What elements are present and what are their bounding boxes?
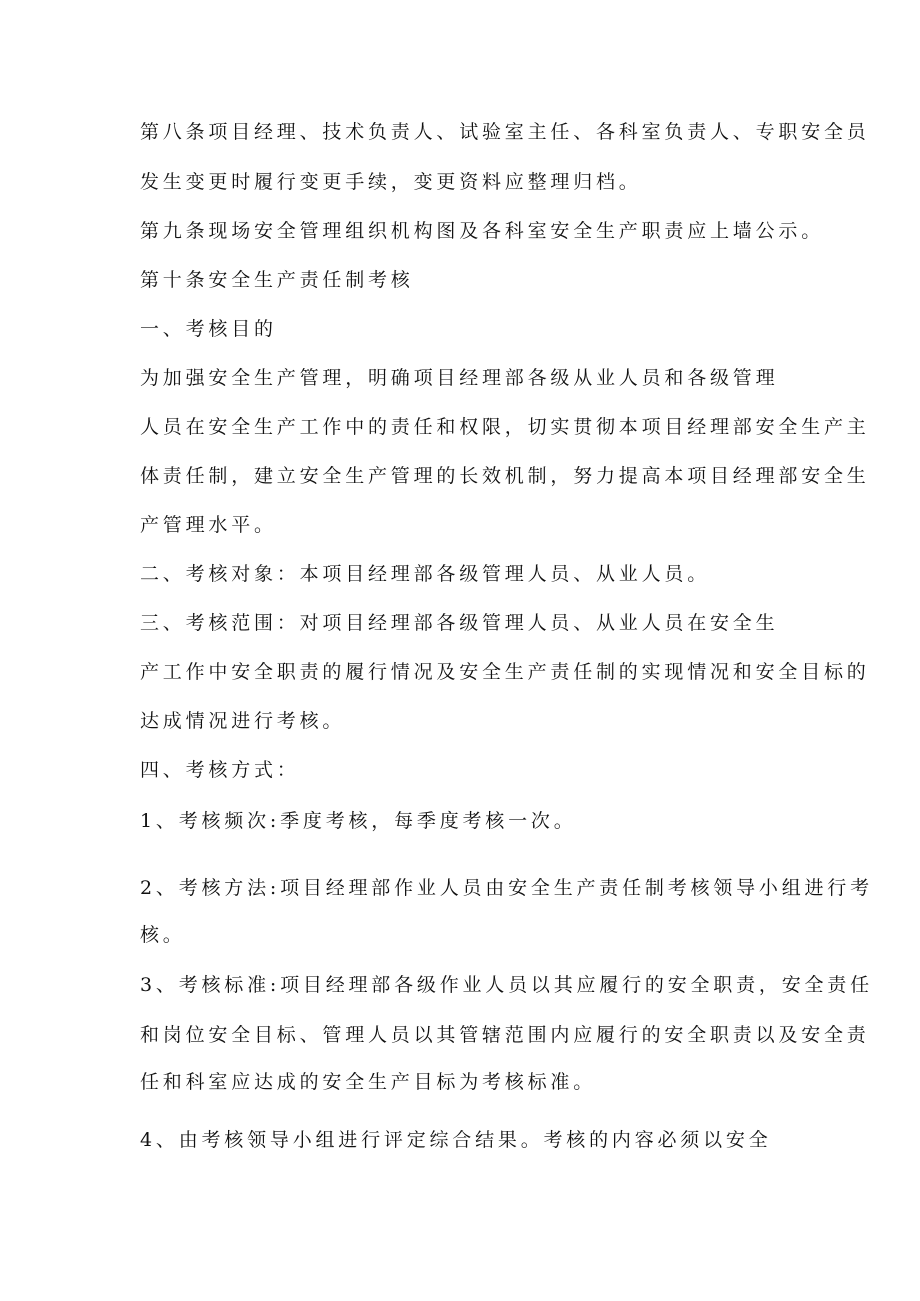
text-line: 一、考核目的	[140, 318, 277, 340]
text-line: 第十条安全生产责任制考核	[140, 269, 414, 291]
text-line: 体责任制，建立安全生产管理的长效机制，努力提高本项目经理部安全生	[140, 465, 870, 487]
text-line: 1、考核频次:季度考核，每季度考核一次。	[140, 810, 577, 832]
text-line: 第九条现场安全管理组织机构图及各科室安全生产职责应上墙公示。	[140, 220, 825, 242]
text-line: 产工作中安全职责的履行情况及安全生产责任制的实现情况和安全目标的	[140, 661, 870, 683]
text-line: 任和科室应达成的安全生产目标为考核标准。	[140, 1071, 597, 1093]
text-line: 第八条项目经理、技术负责人、试验室主任、各科室负责人、专职安全员	[140, 121, 870, 143]
text-line: 4、由考核领导小组进行评定综合结果。考核的内容必须以安全	[140, 1129, 772, 1151]
text-line: 人员在安全生产工作中的责任和权限，切实贯彻本项目经理部安全生产主	[140, 416, 870, 438]
text-line: 核。	[140, 924, 186, 946]
text-line: 产管理水平。	[140, 514, 277, 536]
text-line: 四、考核方式：	[140, 759, 300, 781]
text-line: 和岗位安全目标、管理人员以其管辖范围内应履行的安全职责以及安全责	[140, 1024, 870, 1046]
text-line: 二、考核对象：本项目经理部各级管理人员、从业人员。	[140, 563, 711, 585]
text-line: 2、考核方法:项目经理部作业人员由安全生产责任制考核领导小组进行考	[140, 877, 873, 899]
text-line: 3、考核标准:项目经理部各级作业人员以其应履行的安全职责，安全责任	[140, 974, 873, 996]
text-line: 发生变更时履行变更手续，变更资料应整理归档。	[140, 171, 642, 193]
text-line: 为加强安全生产管理，明确项目经理部各级从业人员和各级管理	[140, 367, 779, 389]
text-line: 三、考核范围：对项目经理部各级管理人员、从业人员在安全生	[140, 612, 779, 634]
text-line: 达成情况进行考核。	[140, 710, 346, 732]
